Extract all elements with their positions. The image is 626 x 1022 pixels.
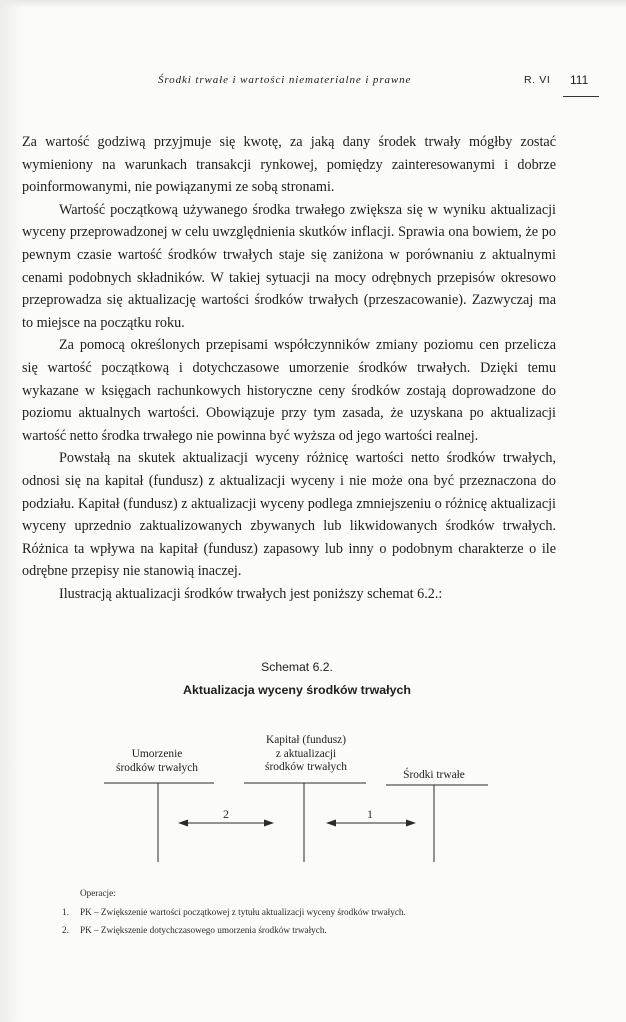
arrow-operation-1-number: 1 (367, 807, 373, 821)
page-number-rule (563, 96, 599, 97)
account-label-depreciation: Umorzenie środków trwałych (116, 748, 198, 774)
operations-legend (62, 884, 532, 940)
operation-item (62, 903, 532, 922)
chapter-marker: R. VI (524, 74, 551, 86)
running-head (0, 74, 626, 90)
paragraph-price-coefficients: Za pomocą określonych przepisami współczynników zmiany poziomu cen przelicza się wartość początkową i dotychczasowe umorzenie środków trwałych. Dzięki temu wykazane w księgach rachunkowych historyczne ceny środków zostają doprowadzone do poziomu aktualnych wartości. Obowiązuje przy tym zasada, że uzyskana po aktualizacji wartość netto środka trwałego nie powinna być wyższa od jego wartości realnej. (22, 337, 556, 444)
paragraph-fair-value: Za wartość godziwą przyjmuje się kwotę, za jaką dany środek trwały mógłby zostać wymieniony na warunkach transakcji rynkowej, pomiędzy zainteresowanymi i dobrze poinformowanymi, nie powiązanymi ze sobą stronami. (22, 134, 556, 196)
operation-item (62, 921, 532, 940)
operation-text: PK – Zwiększenie dotychczasowego umorzenia środków trwałych. (80, 925, 327, 936)
arrow-operation-2-right-head (264, 820, 274, 827)
operation-text: PK – Zwiększenie wartości początkowej z tytułu aktualizacji wyceny środków trwałych. (80, 906, 406, 917)
paragraph-illustration: Ilustracją aktualizacji środków trwałych jest poniższy schemat 6.2.: (59, 585, 443, 602)
paragraph-revaluation-reserve: Powstałą na skutek aktualizacji wyceny różnicę wartości netto środków trwałych, odnosi się na kapitał (fundusz) z aktualizacji wyceny i nie może ona być przeznaczona do podziału. Kapitał (fundusz) z aktualizacji wyceny podlega zmniejszeniu o różnicę aktualizacji wyceny uprzednio zaktualizowanych zbywanych lub likwidowanych środków trwałych. Różnica ta wpływa na kapitał (fundusz) zapasowy lub inny o podobnym charakterze o ile odrębne przepisy nie stanowią inaczej. (22, 450, 556, 580)
body-text (22, 131, 556, 605)
arrow-operation-1-right-head (406, 820, 416, 827)
schemat-number: Schemat 6.2. (261, 660, 333, 674)
account-label-revaluation-capital: Kapitał (fundusz) z aktualizacji środków trwałych (265, 734, 347, 774)
arrow-operation-2-left-head (178, 820, 188, 827)
paragraph-revaluation: Wartość początkową używanego środka trwałego zwiększa się w wyniku aktualizacji wyceny przeprowadzonej w celu uwzględnienia skutków inflacji. Sprawia ona bowiem, że po pewnym czasie wartość środków trwałych staje się zaniżona w porównaniu z aktualnymi cenami podobnych składników. W takiej sytuacji na mocy odrębnych przepisów okresowo przeprowadza się aktualizację wartości środków trwałych (przeszacowanie). Zazwyczaj ma to miejsce na początku roku. (22, 201, 556, 331)
arrow-operation-2-number: 2 (223, 807, 229, 821)
page-number: 111 (570, 73, 589, 87)
arrow-operation-1-left-head (326, 820, 336, 827)
running-head-title: Środki trwałe i wartości niematerialne i prawne (158, 74, 412, 86)
operations-label: Operacje: (80, 888, 116, 898)
schemat-title: Aktualizacja wyceny środków trwałych (183, 683, 411, 697)
page-edge-top (0, 0, 626, 8)
account-label-fixed-assets: Środki trwałe (403, 769, 465, 781)
operation-number: 1. (62, 906, 69, 917)
operation-number: 2. (62, 925, 69, 936)
page-edge-left (0, 0, 22, 1022)
